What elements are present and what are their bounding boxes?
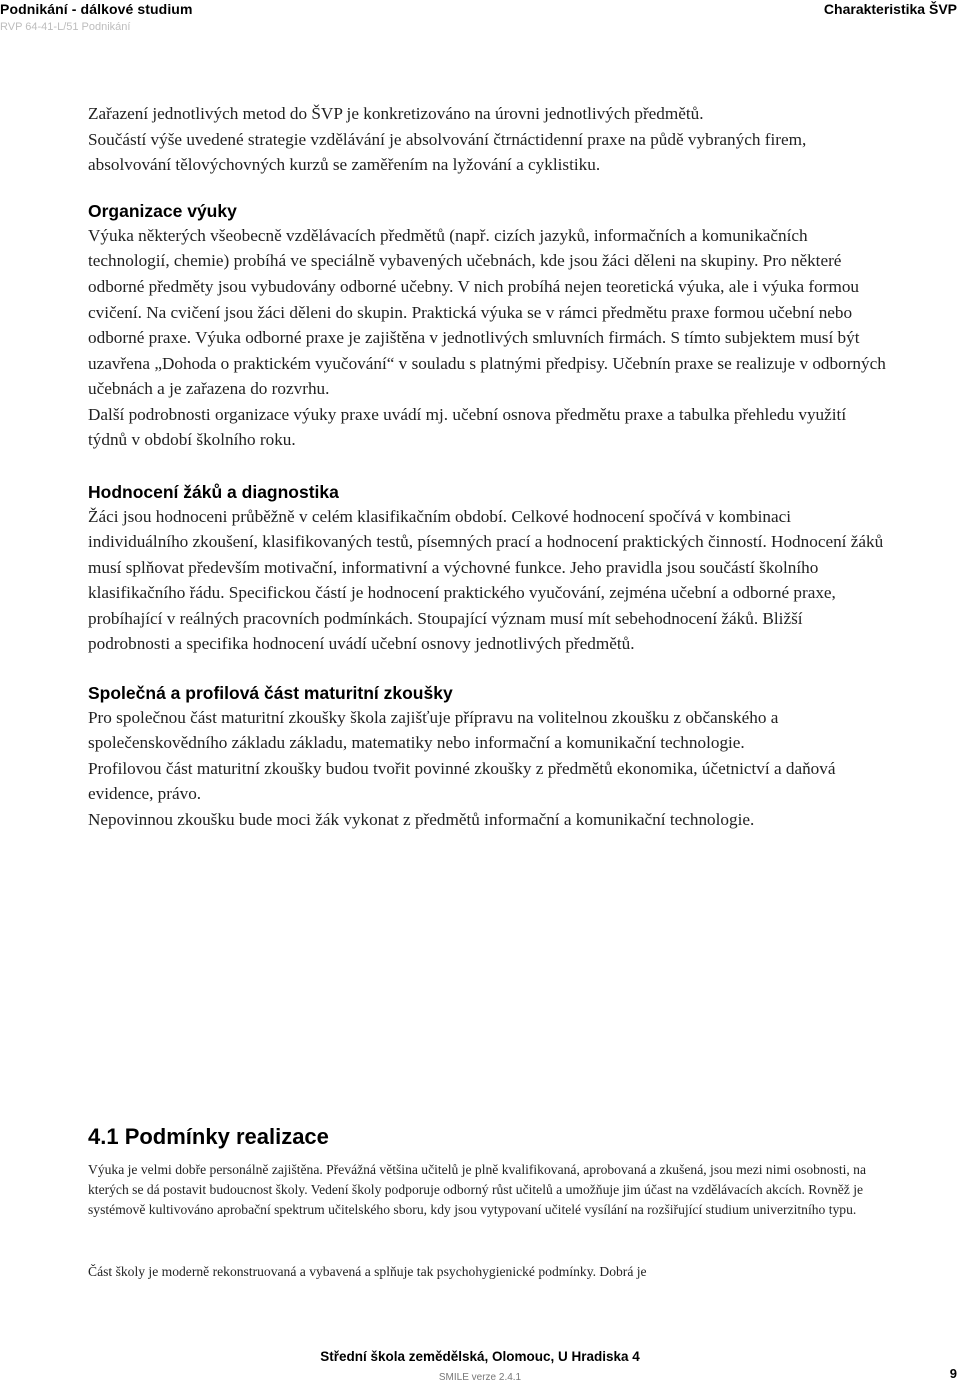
chapter-heading: 4.1 Podmínky realizace bbox=[88, 1124, 329, 1149]
maturita-heading: Společná a profilová část maturitní zkoušky bbox=[88, 682, 453, 703]
footer-school-name: Střední škola zemědělská, Olomouc, U Hradiska 4 bbox=[320, 1349, 640, 1364]
main-content bbox=[88, 101, 888, 832]
header-rvp-code: RVP 64-41-L/51 Podnikání bbox=[0, 21, 131, 33]
intro-line-1: Zařazení jednotlivých metod do ŠVP je konkretizováno na úrovni jednotlivých předmětů. bbox=[88, 104, 704, 123]
maturita-p2: Profilovou část maturitní zkoušky budou tvořit povinné zkoušky z předmětů ekonomika, účetnictví a daňová evidence, právo. bbox=[88, 758, 836, 804]
maturita-p1: Pro společnou část maturitní zkoušky škola zajišťuje přípravu na volitelnou zkoušku z občanského a společenskovědního základu základu, matematiky nebo informační a komunikační technologie. bbox=[88, 707, 779, 753]
podminky-paragraph-1: Výuka je velmi dobře personálně zajištěna. Převážná většina učitelů je plně kvalifikovaná, aprobovaná a zkušená, jsou mezi nimi osobnosti, na kterých se dá postavit budoucnost školy. Vedení školy podporuje odborný růst učitelů a umožňuje jim účast na vzdělávacích akcích. Rovněž je systémově kultivováno aprobační spektrum učitelského sboru, kdy jsou vytypovaní učitelé vysílání na rozšiřující studium univerzitního typu. bbox=[88, 1162, 866, 1218]
organizace-text: Výuka některých všeobecně vzdělávacích předmětů (např. cizích jazyků, informačních a komunikačních technologií, chemie) probíhá ve speciálně vybavených učebnách, kde jsou žáci děleni na skupiny. Pro některé odborné předměty jsou vybudovány odborné učebny. V nich probíhá nejen teoretická výuka, ale i výuka formou cvičení. Na cvičení jsou žáci děleni do skupin. Praktická výuka se v rámci předmětu praxe formou učební nebo odborné praxe. Výuka odborné praxe je zajištěna v jednotlivých smluvních firmách. S tímto subjektem musí být uzavřena „Dohoda o praktickém vyučování“ v souladu s platnými předpisy. Učebnín praxe se realizuje v odborných učebnách a je zařazena do rozvrhu. bbox=[88, 225, 886, 399]
organizace-heading: Organizace výuky bbox=[88, 200, 237, 221]
header-document-title: Podnikání - dálkové studium bbox=[0, 1, 193, 17]
podminky-paragraph-2: Část školy je moderně rekonstruovaná a vybavená a splňuje tak psychohygienické podmínky. Dobrá je bbox=[88, 1264, 647, 1279]
hodnoceni-text: Žáci jsou hodnoceni průběžně v celém klasifikačním období. Celkové hodnocení spočívá v kombinaci individuálního zkoušení, klasifikovaných testů, písemných prací a hodnocení praktických činností. Hodnocení žáků musí splňovat především motivační, informativní a výchovné funkce. Jeho pravidla jsou součástí školního klasifikačního řádu. Specifickou částí je hodnocení praktického vyučování, zejména učební a odborné praxe, probíhající v reálných pracovních podmínkách. Stoupající význam musí mít sebehodnocení žáků. Bližší podrobnosti a specifika hodnocení uvádí učební osnovy jednotlivých předmětů. bbox=[88, 506, 884, 654]
footer-version: SMILE verze 2.4.1 bbox=[438, 1372, 522, 1383]
maturita-p3: Nepovinnou zkoušku bude moci žák vykonat z předmětů informační a komunikační technologie. bbox=[88, 809, 755, 829]
intro-line-2: Součástí výše uvedené strategie vzdělávání je absolvování čtrnáctidenní praxe na půdě vybraných firem, absolvování tělovýchovných kurzů se zaměřením na lyžování a cyklistiku. bbox=[88, 129, 807, 175]
hodnoceni-heading: Hodnocení žáků a diagnostika bbox=[88, 481, 339, 502]
organizace-text-2: Další podrobnosti organizace výuky praxe uvádí mj. učební osnova předmětu praxe a tabulka přehledu využití týdnů v období školního roku. bbox=[88, 404, 847, 450]
page-number: 9 bbox=[949, 1366, 957, 1381]
header-section-title: Charakteristika ŠVP bbox=[823, 1, 957, 17]
